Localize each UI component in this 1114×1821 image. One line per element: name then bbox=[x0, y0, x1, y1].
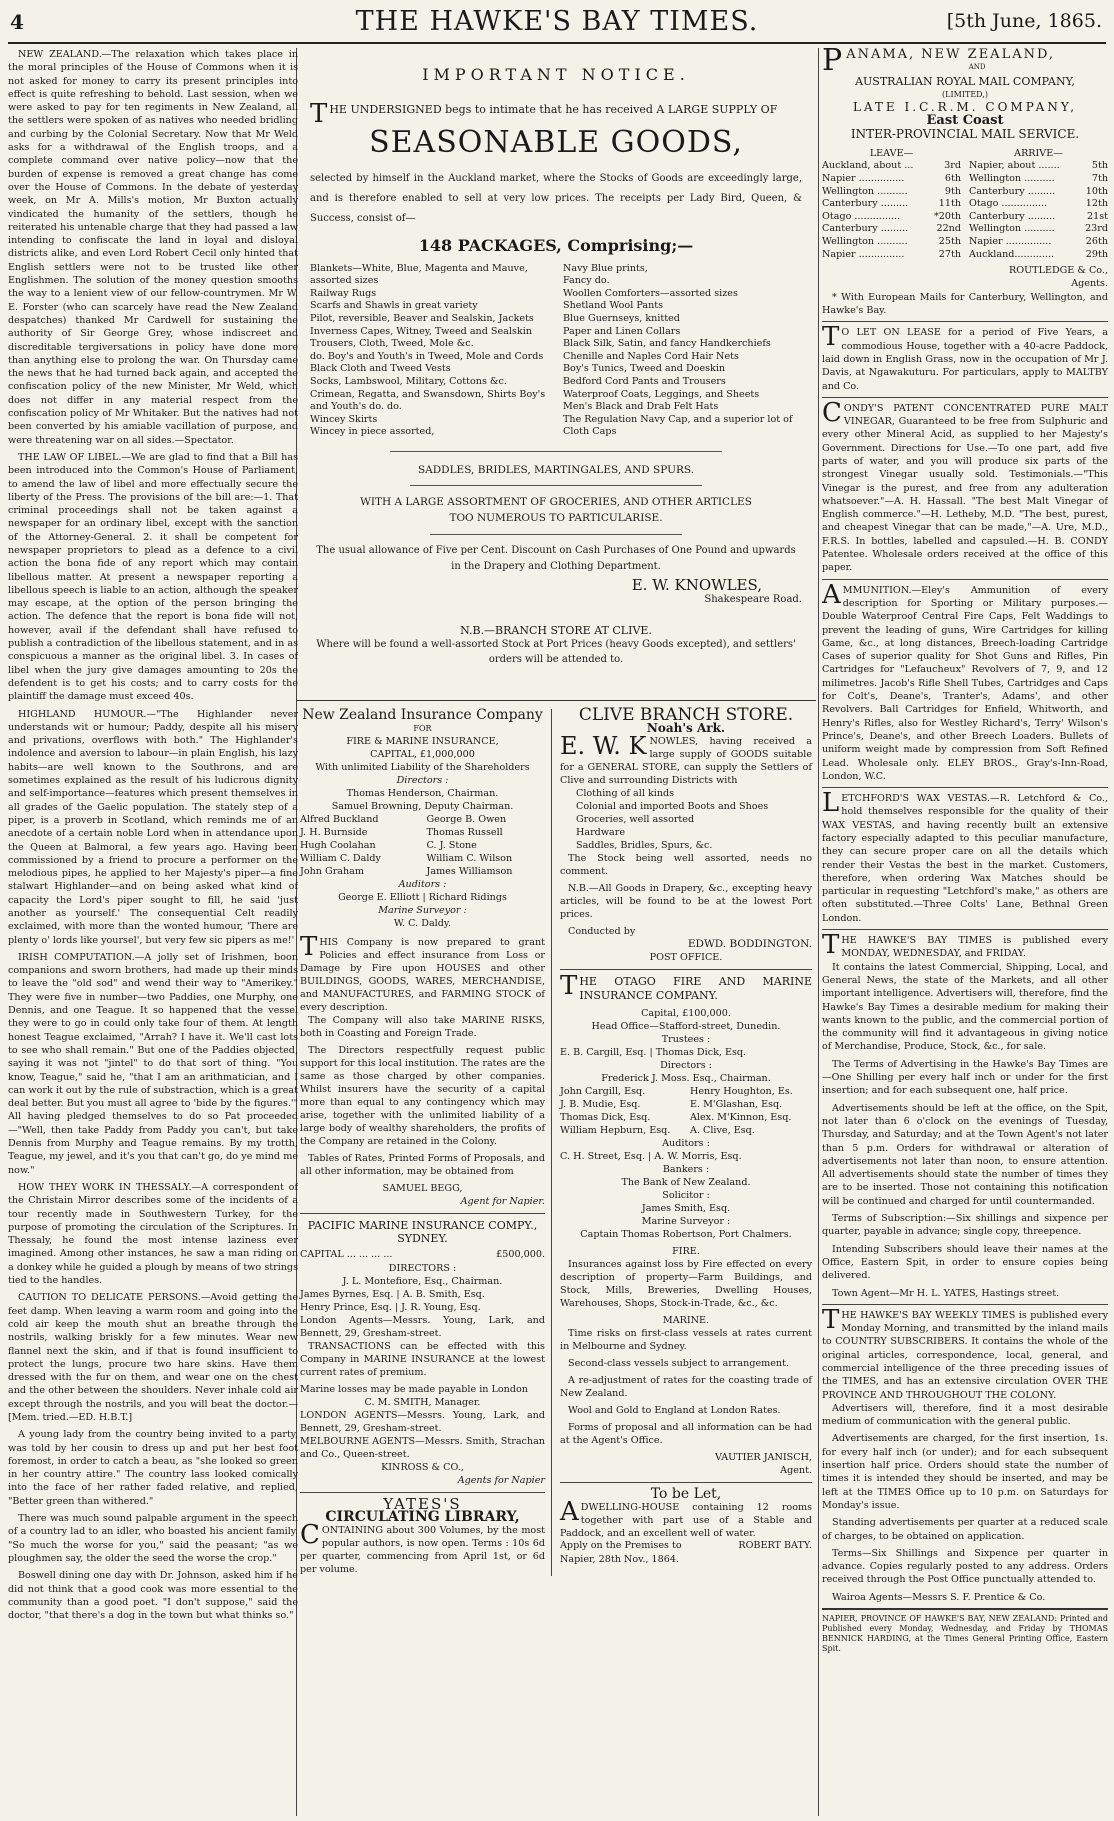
condy-vinegar-ad bbox=[822, 397, 1108, 575]
directors-list bbox=[560, 1085, 812, 1137]
ad-text: HIS Company is now prepared to grant Policies and effect insurance from Loss or Damage by Fire upon HOUSES and other BUILDINGS, GOODS, WARES, MERCHANDISE, and MANUFACTURES, and FARMING STOCK of every description. bbox=[300, 937, 545, 1013]
dropcap: P bbox=[822, 48, 845, 78]
list-item: Henry Houghton, Es. bbox=[690, 1086, 793, 1097]
discount-line: The usual allowance of Five per Cent. Discount on Cash Purchases of One Pound and upwards in the Drapery and Clothing Department. bbox=[316, 545, 796, 573]
ad-text: NOWLES, having received a large supply of GOODS suitable for a GENERAL STORE, can supply the Settlers of Clive and surrounding Districts with bbox=[560, 736, 812, 786]
list-item: Railway Rugs bbox=[310, 287, 377, 299]
list-item: Boy's Tunics, Tweed and Doeskin bbox=[563, 363, 726, 375]
ad-text: James Byrnes, Esq. | A. B. Smith, Esq. bbox=[300, 1288, 485, 1300]
day: 12th bbox=[1085, 198, 1108, 210]
dropcap: T bbox=[822, 1304, 840, 1335]
list-item: A. Clive, Esq. bbox=[690, 1125, 755, 1136]
ad-title: AUSTRALIAN ROYAL MAIL COMPANY, bbox=[855, 74, 1075, 88]
list-item: James Williamson bbox=[426, 866, 513, 877]
ad-text: Tables of Rates, Printed Forms of Proposals, and all other information, may be obtained from bbox=[300, 1153, 545, 1177]
list-item: Colonial and imported Boots and Shoes bbox=[576, 801, 769, 812]
eley-ammunition-ad bbox=[822, 579, 1108, 783]
ad-text: W. C. Daldy. bbox=[393, 918, 452, 929]
ad-text: MMUNITION.—Eley's Ammunition of every description for Sporting or Military purposes.—Double Waterproof Central Fire Caps, Felt Waddings to prevent the leading of guns, Wire Cartridges for killing Game, &c., at long distances, Breech-loading Cartridge Cases of superior quality for Shot Guns and Rifles, Pin Cartridges for "Lefaucheux" Revolvers of 7, 9, and 12 milimetres. Jacob's Rifle Shell Tubes, Cartridges and Caps for Colt's, Deane's, Tranter's, Adams', and other Revolvers. Ball Cartridges for Enfield, Whitworth, and Henry's Rifles, also for Westley Richard's, Terry' Wilson's Prince's, Deane's, and other Breech Loaders. Bullets of uniform weight made by compression from Soft Refined Lead. Wholesale only. ELEY BROS., Gray's-Inn-Road, London, W.C. bbox=[822, 584, 1108, 782]
nb-heading: N.B.—BRANCH STORE AT CLIVE. bbox=[460, 623, 652, 637]
ad-text: The Stock being well assorted, needs no comment. bbox=[560, 853, 812, 877]
list-item: Waterproof Coats, Leggings, and Sheets bbox=[563, 388, 760, 400]
ad-title: CLIVE BRANCH STORE. bbox=[578, 705, 794, 725]
list-item: J. H. Burnside bbox=[300, 827, 368, 838]
list-item: Hugh Coolahan bbox=[300, 840, 376, 851]
day: 10th bbox=[1085, 185, 1108, 197]
ad-text: Second-class vessels subject to arrangement. bbox=[568, 1358, 790, 1369]
ad-subtitle: FOR bbox=[413, 724, 432, 733]
list-item: George B. Owen bbox=[426, 814, 507, 825]
ad-text: Apply on the Premises to bbox=[560, 1540, 682, 1551]
ad-text: With unlimited Liability of the Shareholders bbox=[315, 762, 530, 773]
ad-text: Samuel Browning, Deputy Chairman. bbox=[331, 801, 514, 812]
ad-text: George E. Elliott | Richard Ridings bbox=[338, 892, 507, 903]
list-item: Black Cloth and Tweed Vests bbox=[310, 363, 451, 375]
list-item: Saddles, Bridles, Spurs, &c. bbox=[576, 840, 713, 851]
ad-text: LONDON AGENTS—Messrs. Young, Lark, and Bennett, 29, Gresham-street. bbox=[300, 1409, 545, 1434]
agent-role: Agent for Napier. bbox=[460, 1196, 545, 1207]
news-column bbox=[8, 48, 298, 1816]
issue-date: [5th June, 1865. bbox=[946, 10, 1102, 32]
table-row bbox=[969, 249, 1108, 262]
list-item: Trousers, Cloth, Tweed, Mole &c. bbox=[310, 338, 474, 350]
panama-mail-ad bbox=[822, 48, 1108, 317]
list-item: William C. Wilson bbox=[426, 853, 513, 864]
port: Auckland............. bbox=[969, 248, 1055, 260]
packages-heading: 148 PACKAGES, Comprising;— bbox=[418, 236, 694, 256]
ad-text: ONDY'S PATENT CONCENTRATED PURE MALT VINEGAR, Guaranteed to be free from Sulphuric and every other Mineral Acid, as supplied to her Majesty's Government. Directions for Use.—To one part, add five parts of water, and you will produce six parts of the strongest Vinegar usually sold. Testimonials.—"This Vinegar is the purest, and free from any adulteration whatsoever."—A. H. Hassall. "The best Malt Vinegar of English commerce."—H. Letheby, M.D. "The best, purest, and cheapest Vinegar that can be made,"—A. Ure, M.D., F.R.S. In bottles, labelled and capsuled.—H. B. CONDY Patentee. Wholesale orders received at the office of this paper. bbox=[822, 402, 1108, 574]
groceries-line: WITH A LARGE ASSORTMENT OF GROCERIES, AND OTHER ARTICLES TOO NUMEROUS TO PARTICULARISE. bbox=[360, 496, 752, 525]
ad-text: Intending Subscribers should leave their names at the Office, Eastern Spit, in order to ensure copies being delivered. bbox=[822, 1243, 1108, 1282]
list-item: Crimean, Regatta, and Swansdown, Shirts Boy's and Youth's do. do. bbox=[310, 388, 546, 413]
port: Otago ............... bbox=[969, 198, 1048, 210]
list-item: Thomas Dick, Esq. bbox=[560, 1112, 651, 1123]
table-row bbox=[969, 236, 1108, 249]
article-young-lady: A young lady from the country being invited to a party, was told by her cousin to dress up and put her best foot foremost, in order to catch a beau, as "she looked so green in her country attire." The country lass looked comically into the face of her rather faded relative, and replied, "Better green than withered." bbox=[8, 1429, 298, 1507]
dropcap: T bbox=[310, 99, 328, 130]
day: 7th bbox=[1091, 172, 1108, 184]
day: 21st bbox=[1087, 210, 1108, 222]
list-item: Men's Black and Drab Felt Hats bbox=[563, 401, 719, 413]
list-item: Inverness Capes, Witney, Tweed and Sealskin bbox=[310, 325, 532, 337]
port: Canterbury ......... bbox=[969, 185, 1056, 197]
ad-text: O LET ON LEASE for a period of Five Years, a commodious House, together with a 40-acre Paddock, laid down in English Grass, now in the occupation of Mr J. Davis, at Ngawakuturu. For particulars, apply to MALTBY and Co. bbox=[822, 327, 1108, 392]
list-item: Blue Guernseys, knitted bbox=[563, 312, 680, 324]
section-heading: MARINE. bbox=[662, 1315, 710, 1326]
advert-subcolumn bbox=[296, 709, 552, 1576]
lower-adverts bbox=[296, 705, 816, 1576]
ad-title: HE OTAGO FIRE AND MARINE INSURANCE COMPANY. bbox=[579, 975, 812, 1002]
hawkes-bay-times-terms bbox=[822, 930, 1108, 1300]
port: Auckland, about ... bbox=[822, 160, 914, 172]
table-row bbox=[822, 236, 961, 249]
table-row bbox=[822, 186, 961, 199]
day: 3rd bbox=[944, 160, 961, 172]
directors-list bbox=[300, 813, 545, 878]
printer-imprint: NAPIER, PROVINCE OF HAWKE'S BAY, NEW ZEALAND: Printed and Published every Monday, Wednesday, and Friday by THOMAS BENNICK HARDING, at the Times General Printing Office, Eastern Spit. bbox=[822, 1614, 1108, 1654]
agent-name: VAUTIER JANISCH, bbox=[714, 1452, 812, 1463]
table-row bbox=[822, 211, 961, 224]
house-to-let-ad bbox=[822, 322, 1108, 392]
ad-text: MELBOURNE AGENTS—Messrs. Smith, Strachan and Co., Queen-street. bbox=[300, 1435, 545, 1460]
ad-text: HE HAWKE'S BAY WEEKLY TIMES is published every Monday Morning, and transmitted by the inland mails to COUNTRY SUBSCRIBERS. It contains the whole of the original articles, correspondence, local, general, and commercial intelligence of the three preceding issues of the TIMES, and has an extensive circulation OVER THE PROVINCE AND THROUGHOUT THE COLONY. bbox=[822, 1309, 1108, 1401]
list-item: Scarfs and Shawls in great variety bbox=[310, 300, 478, 312]
list-item: William Hepburn, Esq. bbox=[560, 1125, 671, 1136]
day: 9th bbox=[944, 185, 961, 197]
port: Wellington .......... bbox=[969, 223, 1055, 235]
ad-text: Advertisements are charged, for the first insertion, 1s. for every half inch (or under); and for each subsequent insertion half price. Orders should state the number of times it is intended they should be inserted, and may be left at the TIMES Office up to 10 p.m. on Saturdays for Monday's issue. bbox=[822, 1433, 1108, 1511]
masthead bbox=[0, 6, 1114, 46]
list-item: Bedford Cord Pants and Trousers bbox=[563, 375, 726, 387]
article-new-zealand: NEW ZEALAND.—The relaxation which takes place in the moral principles of the House of Commons when it is not asked for money to carry its present principles into effect is quite refreshing to behold. Last session, when we were asked to pay for ten regiments in New Zealand, all the settlers were spoken of as natives who needed bridling and curbing by the Colonial Secretary. Now that Mr Weld asks for a withdrawal of the English troops, and a complete command over native policy—now that the burden of expense is removed a great change has come over the House of Commons. In the debate of yesterday week, on Mr A. Mills's motion, Mr Buxton actually vindicated the humanity of the settlers, though he reiterated his untenable charge that they had passed a law intending to confiscate the land in loyal and disloyal districts alike, and even Lord Robert Cecil only hinted that English settlers were not to be trusted like other Englishmen. The solution of the money question smooths the way to a lenient view of our fellow-countrymen. Mr W. E. Forster (who can scarcely have read the New Zealand despatches) thanked Mr Cardwell for sustaining the authority of Sir George Grey, whose indiscreet and discreditable tergiversations in policy have done more than anything else to prolong the war. On Thursday came the news that he had turned back again, and accepted the confiscation policy of the new Minister, Mr Weld, which does not differ in any material respect from the confiscation policy of Mr Whitaker. But the natives had not been converted by his amiable vacillation of purpose, and were threatening war on all sides.—Spectator. bbox=[8, 49, 298, 446]
port: Wellington .......... bbox=[822, 235, 908, 247]
ad-text: Terms—Six Shillings and Sixpence per quarter in advance. Copies regularly posted to any address. Orders received through the Post Office punctually attended to. bbox=[822, 1547, 1108, 1586]
ad-date: Napier, 28th Nov., 1864. bbox=[560, 1553, 679, 1565]
ad-text: AND bbox=[968, 63, 986, 72]
notice-selected: selected by himself in the Auckland market, where the Stocks of Goods are exceedingly large, and is therefore enabled to sell at very low prices. The receipts per Lady Bird, Queen, & Success, consist of— bbox=[310, 173, 802, 225]
ad-text: The Terms of Advertising in the Hawke's Bay Times are—One Shilling per every half inch or under for the first insertion; and for each subsequent one, half price. bbox=[822, 1058, 1108, 1097]
ad-title: To be Let, bbox=[650, 1486, 722, 1502]
dropcap: C bbox=[300, 1519, 320, 1550]
ad-text: DWELLING-HOUSE containing 12 rooms together with part use of a Stable and Paddock, and an excellent well of water. bbox=[560, 1502, 812, 1539]
day: 22nd bbox=[936, 223, 961, 235]
ad-text: A re-adjustment of rates for the coasting trade of New Zealand. bbox=[560, 1375, 812, 1399]
agent-role: Agents. bbox=[1071, 278, 1108, 290]
advert-column-right bbox=[822, 48, 1108, 1816]
port: Wellington .......... bbox=[822, 185, 908, 197]
list-item: The Regulation Navy Cap, and a superior lot of Cloth Caps bbox=[563, 413, 793, 438]
list-item: Alfred Buckland bbox=[300, 814, 379, 825]
list-item: Alex. M'Kinnon, Esq. bbox=[690, 1112, 792, 1123]
day: 5th bbox=[1091, 160, 1108, 172]
ad-text: Time risks on first-class vessels at rates current in Melbourne and Sydney. bbox=[560, 1328, 812, 1352]
ad-text: ETCHFORD'S WAX VESTAS.—R. Letchford & Co., hold themselves responsible for the quality of their WAX VESTAS, and having recently built an extensive factory especially adapted to this peculiar manufacture, they can secure proper care on all the details which render their Vestas the best in the market. Customers, therefore, when ordering Wax Matches should be particular in requesting "Letchford's make," as others are often substituted.—Three Colts' Lane, Bethnal Green London. bbox=[822, 793, 1108, 924]
ad-text: TRANSACTIONS can be effected with this Company in MARINE INSURANCE at the lowest current rates of premium. bbox=[300, 1340, 545, 1378]
list-item: Wincey in piece assorted, bbox=[310, 426, 435, 438]
dropcap: T bbox=[822, 322, 840, 353]
newspaper-title: THE HAWKE'S BAY TIMES. bbox=[355, 6, 759, 37]
list-item: Socks, Lambswool, Military, Cottons &c. bbox=[310, 375, 507, 387]
ad-text: Advertisers will, therefore, find it a most desirable medium of communication with the general public. bbox=[822, 1402, 1108, 1428]
ad-text: Forms of proposal and all information can be had at the Agent's Office. bbox=[560, 1422, 812, 1446]
ad-title: YATES'S bbox=[383, 1494, 462, 1513]
timetable-heading: LEAVE— bbox=[869, 148, 914, 160]
dropcap: L bbox=[822, 788, 840, 819]
table-row bbox=[969, 173, 1108, 186]
section-heading: Directors : bbox=[396, 775, 449, 786]
nb-text: Where will be found a well-assorted Stock at Port Prices (heavy Goods excepted), and settlers' orders will be attended to. bbox=[316, 639, 796, 666]
list-item: John Cargill, Esq. bbox=[560, 1086, 646, 1097]
list-item: John Graham bbox=[300, 866, 364, 877]
goods-list bbox=[310, 263, 802, 439]
dropcap: E. W. K bbox=[560, 732, 647, 760]
section-heading: Trustees : bbox=[661, 1034, 711, 1045]
port: Canterbury ......... bbox=[822, 223, 909, 235]
store-items bbox=[560, 787, 812, 852]
ad-text: Advertisements should be left at the office, on the Spit, not later than 6 o'clock on the evenings of Tuesday, Thursday, and Saturday; and at the Town Agent's not later than 5 p.m. Orders for withdrawal or alteration of advertisements not later than noon, to ensure attention. All advertisements should state the number of times they are to be inserted. Those not containing this notification will be continued and charged for until countermanded. bbox=[822, 1102, 1108, 1207]
pacific-insurance-ad bbox=[300, 1219, 545, 1487]
ad-text: Terms of Subscription:—Six shillings and sixpence per quarter, payable in advance; single copy, threepence. bbox=[822, 1213, 1108, 1238]
signer: E. W. KNOWLES, bbox=[631, 576, 762, 595]
port: Canterbury ......... bbox=[822, 198, 909, 210]
ad-text: Standing advertisements per quarter at a reduced scale of charges, to be obtained on application. bbox=[822, 1517, 1108, 1542]
article-boswell: Boswell dining one day with Dr. Johnson, asked him if he did not think that a good cook was more essential to the community than a good poet. "I don't suppose," said the doctor, "that there's a dog in the town but what thinks so." bbox=[8, 1570, 298, 1622]
day: 25th bbox=[938, 235, 961, 247]
list-item: Wincey Skirts bbox=[310, 413, 378, 425]
ad-text: The Directors respectfully request public support for this local institution. The rates are the same as those charged by other companies. Whilst insurers have the security of a capital more than equal to any contingency which may arise, together with the unlimited liability of a large body of wealthy shareholders, the profits of the Company are retained in the Colony. bbox=[300, 1045, 545, 1147]
ad-text: (LIMITED,) bbox=[942, 89, 988, 99]
ad-text: London Agents—Messrs. Young, Lark, and Bennett, 29, Gresham-street. bbox=[300, 1314, 545, 1339]
ad-text: Henry Prince, Esq. | J. R. Young, Esq. bbox=[300, 1301, 481, 1313]
ad-subtitle: INTER-PROVINCIAL MAIL SERVICE. bbox=[850, 126, 1080, 141]
table-row bbox=[969, 186, 1108, 199]
list-item: Clothing of all kinds bbox=[576, 788, 675, 799]
ad-title: ANAMA, NEW ZEALAND, bbox=[846, 48, 1056, 62]
header-rule bbox=[8, 42, 1106, 44]
ad-text: The Company will also take MARINE RISKS, both in Coasting and Foreign Trade. bbox=[300, 1015, 545, 1039]
list-item: Fancy do. bbox=[563, 275, 610, 287]
agent-name: SAMUEL BEGG, bbox=[382, 1183, 463, 1194]
day: 11th bbox=[938, 198, 961, 210]
capital-label: CAPITAL ... ... ... ... bbox=[300, 1249, 393, 1260]
list-item: E. M'Glashan, Esq. bbox=[690, 1099, 783, 1110]
port: Otago ............... bbox=[822, 210, 901, 222]
day: 26th bbox=[1085, 235, 1108, 247]
page-number: 4 bbox=[10, 10, 24, 34]
table-row bbox=[969, 223, 1108, 236]
ad-title: PACIFIC MARINE INSURANCE COMPY., SYDNEY. bbox=[307, 1219, 538, 1245]
ad-subtitle: East Coast bbox=[926, 113, 1004, 129]
table-row bbox=[969, 211, 1108, 224]
ad-text: HE HAWKE'S BAY TIMES is published every MONDAY, WEDNESDAY, and FRIDAY. bbox=[841, 935, 1108, 960]
article-country-lad: There was much sound palpable argument in the speech of a country lad to an idler, who boasted his ancient family. "So much the worse for you," said the peasant; "as we ploughmen say, the older the seed the worse the crop." bbox=[8, 1513, 298, 1564]
ad-text: Wool and Gold to England at London Rates. bbox=[568, 1405, 781, 1416]
list-item: Hardware bbox=[576, 827, 626, 838]
agent-name: ROUTLEDGE & Co., bbox=[1009, 265, 1108, 277]
ad-text: Head Office—Stafford-street, Dunedin. bbox=[591, 1021, 781, 1032]
section-heading: Solicitor : bbox=[662, 1190, 710, 1201]
important-notice-ad bbox=[296, 48, 816, 701]
yates-library-ad bbox=[300, 1494, 545, 1576]
table-row bbox=[969, 160, 1108, 173]
section-heading: Auditors : bbox=[398, 879, 447, 890]
ad-text: C. M. SMITH, Manager. bbox=[364, 1396, 481, 1408]
ad-text: POST OFFICE. bbox=[649, 952, 723, 963]
seasonable-goods: SEASONABLE GOODS, bbox=[369, 125, 743, 161]
table-row bbox=[822, 173, 961, 186]
article-caution: CAUTION TO DELICATE PERSONS.—Avoid getting the feet damp. When leaving a warm room and going into the cold air keep the mouth shut an breathe through the nostrils, walking briskly for a few minutes. Wear new flannel next the skin, and if that is found insufficient to protect the lungs, procure two hare skins. Have them dressed with the fur on them, and wear one on the chest and the other between the shoulders. Never inhale cold air except through the nostrils, and you will beat the doctor.—[Mem. tried.—ED. H.B.T.] bbox=[8, 1292, 298, 1423]
ad-subtitle: CIRCULATING LIBRARY, bbox=[325, 1508, 520, 1525]
list-item: William C. Daldy bbox=[300, 853, 381, 864]
dropcap: A bbox=[822, 579, 841, 610]
ad-title: New Zealand Insurance Company bbox=[302, 707, 543, 723]
list-item: Black Silk, Satin, and fancy Handkerchiefs bbox=[563, 338, 771, 350]
table-row bbox=[822, 249, 961, 262]
article-irish-computation: IRISH COMPUTATION.—A jolly set of Irishmen, boon companions and sworn brothers, had made up their minds to leave the "old sod" and wend their way to "Amerikey." They were five in number—two Paddies, one Murphy, one Dennis, and one Teague. It so happened that the vessel they were to go in could only take four of them. At length honest Teague exclaimed, "Arrah? I have it. We'll cast lots to see who shall remain." But one of the Paddies objected, saying it was not "jintel" to do that sort of thing. "You know, Teague," said he, "that I am an arithmatician, and I can work it out by the rule of substraction, which is a great deal better. But you must all agree to 'bide by the figures.'" All having pledged themselves to do so Pat proceeded—"Well, then take Paddy from Paddy you can't, but take Dennis from Murphy and Teague remains. By my trotth, Teague, my jewel, and it's you that can't go, do ye mind me now." bbox=[8, 951, 298, 1176]
ad-text: * With European Mails for Canterbury, Wellington, and Hawke's Bay. bbox=[822, 291, 1108, 317]
section-heading: DIRECTORS : bbox=[388, 1262, 457, 1274]
ad-text: Thomas Henderson, Chairman. bbox=[346, 788, 499, 799]
dropcap: T bbox=[300, 932, 318, 962]
dropcap: T bbox=[560, 971, 578, 1001]
table-row bbox=[822, 160, 961, 173]
agent-name: EDWD. BODDINGTON. bbox=[687, 938, 812, 950]
list-item: Shetland Wool Pants bbox=[563, 300, 664, 312]
agent-name: KINROSS & CO., bbox=[381, 1461, 464, 1473]
ad-text: Captain Thomas Robertson, Port Chalmers. bbox=[580, 1229, 792, 1240]
port: Canterbury ......... bbox=[969, 210, 1056, 222]
dropcap: C bbox=[822, 397, 842, 428]
capital: £500,000. bbox=[496, 1249, 545, 1260]
ad-text: Town Agent—Mr H. L. YATES, Hastings street. bbox=[832, 1287, 1060, 1299]
port: Napier ............... bbox=[969, 235, 1052, 247]
table-row bbox=[969, 198, 1108, 211]
table-row bbox=[822, 198, 961, 211]
article-thessaly: HOW THEY WORK IN THESSALY.—A correspondent of the Christain Mirror describes some of the incidents of a tour recently made in Southwestern Turkey, for the purpose of promoting the circulation of the Scriptures. In Thessaly, he found the most intense laziness ever imagined. Among other instances, he saw a man riding on a donkey while he guided a plough by means of two strings tied to the handles. bbox=[8, 1181, 298, 1287]
ad-text: Conducted by bbox=[568, 926, 636, 937]
section-heading: Auditors : bbox=[662, 1138, 710, 1149]
column-divider bbox=[818, 48, 819, 1816]
section-heading: FIRE. bbox=[672, 1246, 700, 1257]
list-item: Navy Blue prints, bbox=[563, 262, 648, 274]
day: 27th bbox=[938, 248, 961, 260]
list-item: Groceries, well assorted bbox=[576, 814, 695, 825]
dropcap: A bbox=[560, 1497, 579, 1527]
section-heading: Marine Surveyor : bbox=[378, 905, 467, 916]
list-item: Paper and Linen Collars bbox=[563, 325, 681, 337]
signer-address: Shakespeare Road. bbox=[704, 593, 802, 605]
ad-text: It contains the latest Commercial, Shipping, Local, and General News, the state of the Markets, and all other important intelligence. Advertisers will, therefore, find the Hawke's Bay Times a desirable medium for making their wants known to the public, and the commercial portion of the community will find it advantageous in giving notice of Merchandise, Produce, Stock, &c., for sale. bbox=[822, 961, 1108, 1053]
ad-text: E. B. Cargill, Esq. | Thomas Dick, Esq. bbox=[560, 1047, 747, 1058]
port: Wellington .......... bbox=[969, 172, 1055, 184]
weekly-times-terms bbox=[822, 1304, 1108, 1604]
port: Napier ............... bbox=[822, 248, 905, 260]
agent-name: ROBERT BATY. bbox=[738, 1540, 812, 1551]
agent-role: Agents for Napier bbox=[457, 1474, 545, 1486]
article-highland-humour: HIGHLAND HUMOUR.—"The Highlander never understands wit or humour; Paddy, despite all his misery and privations, overflows with both." The Highlander's indolence and aversion to labour—in plain English, his lazy habits—are well known to the Southrons, and are sometimes explained as the result of his ludicrous dignity and self-importance—features which present themselves in all grades of the Gaelic population. The stately step of a piper, is a proverb in Scotland, which reminds me of an anecdote of a certain noble Lord when in attendance upon the Queen at Balmoral, a few years ago. Having been commissioned by a friend to procure a performer on the melodious pipes, he applied to her Majesty's piper—a fine stalwart Highlander—and on being asked what kind of capacity the Lord's piper sought to fill, he said 'just another as yourself.' The consequential Celt readily exclaimed, with more than the wonted humour, 'There are plenty o' lords like yoursel', but very few sic pipers as me!' bbox=[8, 708, 298, 946]
notice-heading: IMPORTANT NOTICE. bbox=[422, 65, 690, 84]
port: Napier ............... bbox=[822, 172, 905, 184]
article-law-of-libel: THE LAW OF LIBEL.—We are glad to find that a Bill has been introduced into the Common's House of Parliament, to amend the law of libel and more effectually secure the liberty of the Press. The provisions of the bill are:—1. That criminal proceedings shall not be taken against a newspaper for an ordinary libel, except with the sanction of the Attorney-General. 2. it shall be competent for newspaper proprietors to plead as a defence to a civil action the bona fide of any report which may contain libellous matter. At present a newspaper reporting a libellous speech is liable to an action, although the speaker may escape, at the option of the person bringing the action. The defence that the report is bona fide will not, however, avail if the defendant shall have refused to publish a contradiction of the libellous statement, and in as conspicuous a manner as the original libel. 3. In cases of libel when the jury give damages amounting to 20s the defendent is to get his costs; and to carry costs for the plaintiff the damage must exceed 40s. bbox=[8, 451, 298, 703]
mail-timetable bbox=[822, 147, 1108, 261]
advert-subcolumn bbox=[560, 705, 816, 1576]
letchford-vestas-ad bbox=[822, 788, 1108, 925]
ad-text: Wairoa Agents—Messrs S. F. Prentice & Co. bbox=[832, 1591, 1046, 1603]
dwelling-to-let-ad bbox=[560, 1488, 812, 1566]
ad-text: James Smith, Esq. bbox=[641, 1203, 731, 1214]
ad-text: N.B.—All Goods in Drapery, &c., excepting heavy articles, will be found to be at the lowest Port prices. bbox=[560, 883, 812, 920]
section-heading: Bankers : bbox=[662, 1164, 710, 1175]
day: 23rd bbox=[1085, 223, 1108, 235]
otago-insurance-ad bbox=[560, 971, 812, 1477]
list-item: Woollen Comforters—assorted sizes bbox=[563, 287, 738, 299]
day: 29th bbox=[1085, 248, 1108, 260]
list-item: C. J. Stone bbox=[426, 840, 477, 851]
ad-text: Insurances against loss by Fire effected on every description of property—Farm Buildings, and Stock, Mills, Breweries, Dwelling Houses, Warehouses, Shops, Stock-in-Trade, &c., &c. bbox=[560, 1259, 812, 1309]
notice-intro: HE UNDERSIGNED begs to intimate that he has received A LARGE SUPPLY OF bbox=[329, 103, 778, 117]
day: *20th bbox=[933, 210, 961, 222]
list-item: Thomas Russell bbox=[426, 827, 503, 838]
ad-text: J. L. Montefiore, Esq., Chairman. bbox=[342, 1275, 503, 1287]
ad-title: LATE I.C.R.M. COMPANY, bbox=[852, 100, 1078, 115]
ad-text: C. H. Street, Esq. | A. W. Morris, Esq. bbox=[560, 1151, 742, 1162]
list-item: do. Boy's and Youth's in Tweed, Mole and Cords bbox=[310, 350, 544, 362]
ad-subtitle: Noah's Ark. bbox=[646, 721, 726, 735]
ad-text: Marine losses may be made payable in London bbox=[300, 1383, 528, 1395]
ad-text: The Bank of New Zealand. bbox=[621, 1177, 751, 1188]
list-item: Pilot, reversible, Beaver and Sealskin, Jackets bbox=[310, 312, 534, 324]
advert-column-middle bbox=[296, 48, 816, 1816]
ad-text: ONTAINING about 300 Volumes, by the most popular authors, is now open. Terms : 10s 6d per quarter, commencing from April 1st, or 6d per volume. bbox=[300, 1524, 545, 1575]
ad-text: Frederick J. Moss. Esq., Chairman. bbox=[601, 1073, 771, 1084]
list-item: J. B. Mudie, Esq. bbox=[560, 1099, 641, 1110]
capital: Capital, £100,000. bbox=[641, 1008, 731, 1019]
saddles-line: SADDLES, BRIDLES, MARTINGALES, AND SPURS. bbox=[417, 463, 695, 476]
table-row bbox=[822, 223, 961, 236]
clive-store-ad bbox=[560, 705, 812, 964]
ad-subtitle: FIRE & MARINE INSURANCE, bbox=[346, 736, 499, 747]
section-heading: Directors : bbox=[660, 1060, 712, 1071]
port: Napier, about ....... bbox=[969, 160, 1060, 172]
nz-insurance-ad bbox=[300, 709, 545, 1208]
agent-role: Agent. bbox=[780, 1465, 812, 1476]
list-item: Blankets—White, Blue, Magenta and Mauve, assorted sizes bbox=[310, 262, 528, 287]
timetable-heading: ARRIVE— bbox=[1014, 148, 1063, 160]
section-heading: Marine Surveyor : bbox=[641, 1216, 731, 1227]
capital: CAPITAL, £1,000,000 bbox=[370, 749, 475, 760]
dropcap: T bbox=[822, 930, 840, 961]
list-item: Chenille and Naples Cord Hair Nets bbox=[563, 350, 739, 362]
day: 6th bbox=[944, 172, 961, 184]
